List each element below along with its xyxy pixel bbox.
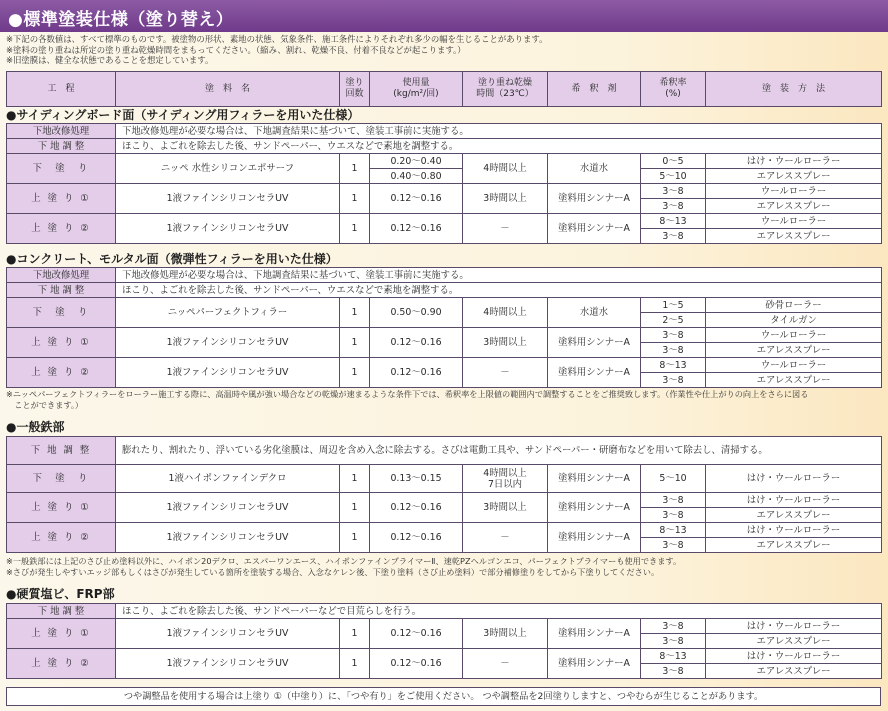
process-label: 下 塗 り: [7, 154, 116, 184]
method: タイルガン: [706, 313, 882, 328]
usage: 0.12〜0.16: [370, 493, 463, 523]
thinner: 塗料用シンナーA: [548, 523, 641, 553]
usage: 0.12〜0.16: [370, 214, 463, 244]
process-label: 下 地 調 整: [7, 604, 116, 619]
ratio: 5〜10: [641, 169, 706, 184]
process-text: ほこり、よごれを除去した後、サンドペーパー、ウエスなどで素地を調整する。: [116, 139, 882, 154]
usage: 0.12〜0.16: [370, 358, 463, 388]
process-label: 下地改修処理: [7, 124, 116, 139]
thinner: 塗料用シンナーA: [548, 358, 641, 388]
coats: 1: [340, 328, 370, 358]
spec-table-siding: [6, 123, 882, 244]
note-line: ※旧塗膜は、健全な状態であることを想定しています。: [6, 55, 214, 65]
dry-time: 3時間以上: [463, 619, 548, 649]
process-label: 下 地 調 整: [7, 437, 116, 465]
ratio: 8〜13: [641, 523, 706, 538]
method: ウールローラー: [706, 358, 882, 373]
ratio: 8〜13: [641, 649, 706, 664]
process-label: 上 塗 り ②: [7, 523, 116, 553]
section-heading: ●サイディングボード面（サイディング用フィラーを用いた仕様）: [6, 108, 360, 122]
process-label: 上 塗 り ①: [7, 328, 116, 358]
paint-name: 1液ファインシリコンセラUV: [116, 523, 340, 553]
ratio: 0〜5: [641, 154, 706, 169]
final-note: つや調整品を使用する場合は上塗り ①（中塗り）に、「つや有り」をご使用ください。 つや調整品を2回塗りしますと、つやむらが生じることがあります。: [6, 687, 881, 706]
ratio: 3〜8: [641, 229, 706, 244]
paint-name: 1液ファインシリコンセラUV: [116, 619, 340, 649]
ratio: 1〜5: [641, 298, 706, 313]
ratio: 5〜10: [641, 465, 706, 493]
process-label: 上 塗 り ②: [7, 649, 116, 679]
note-line: ※下記の各数値は、すべて標準のものです。被塗物の形状、素地の状態、気象条件、施工条件によりそれぞれ多少の幅を生じることがあります。: [6, 34, 548, 44]
footnote-line: ※さびが発生しやすいエッジ部もしくはさびが発生している箇所を塗装する場合、入念なケレン後、下塗り塗料（さび止め塗料）で部分補修塗りをしてから下塗りしてください。: [6, 566, 660, 577]
coats: 1: [340, 649, 370, 679]
method: エアレススプレー: [706, 538, 882, 553]
process-label: 下 地 調 整: [7, 283, 116, 298]
ratio: 3〜8: [641, 328, 706, 343]
header-table: [6, 71, 882, 107]
process-text: 膨れたり、割れたり、浮いている劣化塗膜は、周辺を含め入念に除去する。さびは電動工具や、サンドペーパー・研磨布などを用いて除去し、清掃する。: [116, 437, 882, 465]
process-label: 上 塗 り ②: [7, 214, 116, 244]
process-label: 上 塗 り ②: [7, 358, 116, 388]
thinner: 水道水: [548, 298, 641, 328]
method: エアレススプレー: [706, 664, 882, 679]
process-text: 下地改修処理が必要な場合は、下地調査結果に基づいて、塗装工事前に実施する。: [116, 268, 882, 283]
coats: 1: [340, 493, 370, 523]
thinner: 塗料用シンナーA: [548, 465, 641, 493]
ratio: 2〜5: [641, 313, 706, 328]
paint-name: 1液ファインシリコンセラUV: [116, 493, 340, 523]
process-text: ほこり、よごれを除去した後、サンドペーパー、ウエスなどで素地を調整する。: [116, 283, 882, 298]
coats: 1: [340, 154, 370, 184]
ratio: 3〜8: [641, 508, 706, 523]
dry-time: －: [463, 649, 548, 679]
usage: 0.12〜0.16: [370, 619, 463, 649]
ratio: 3〜8: [641, 199, 706, 214]
ratio: 3〜8: [641, 343, 706, 358]
usage: 0.20〜0.40: [370, 154, 463, 169]
header-paint: 塗 料 名: [116, 72, 340, 107]
coats: 1: [340, 298, 370, 328]
thinner: 塗料用シンナーA: [548, 184, 641, 214]
ratio: 3〜8: [641, 634, 706, 649]
footnote: [6, 389, 808, 410]
method: 砂骨ローラー: [706, 298, 882, 313]
ratio: 8〜13: [641, 214, 706, 229]
paint-name: 1液ファインシリコンセラUV: [116, 649, 340, 679]
coats: 1: [340, 184, 370, 214]
usage: 0.40〜0.80: [370, 169, 463, 184]
section-heading: ●コンクリート、モルタル面（微弾性フィラーを用いた仕様）: [6, 252, 338, 266]
process-text: 下地改修処理が必要な場合は、下地調査結果に基づいて、塗装工事前に実施する。: [116, 124, 882, 139]
footnote-line: ※一般鉄部には上記のさび止め塗料以外に、ハイポン20デクロ、エスパーワンエース、ハイポンファインプライマーⅡ、速乾PZヘルゴンエコ、パーフェクトプライマーも使用できます。: [6, 556, 682, 566]
section-heading: ●硬質塩ビ、FRP部: [6, 587, 115, 601]
thinner: 塗料用シンナーA: [548, 619, 641, 649]
usage: 0.50〜0.90: [370, 298, 463, 328]
process-label: 上 塗 り ①: [7, 619, 116, 649]
paint-name: 1液ファインシリコンセラUV: [116, 358, 340, 388]
paint-name: 1液ハイポンファインデクロ: [116, 465, 340, 493]
process-text: ほこり、よごれを除去した後、サンドペーパーなどで目荒らしを行う。: [116, 604, 882, 619]
method: エアレススプレー: [706, 373, 882, 388]
paint-name: 1液ファインシリコンセラUV: [116, 184, 340, 214]
section-heading: ●一般鉄部: [6, 420, 65, 434]
dry-time: 3時間以上: [463, 493, 548, 523]
method: エアレススプレー: [706, 634, 882, 649]
paint-name: ニッペパーフェクトフィラー: [116, 298, 340, 328]
footnote-line: ことができます。）: [6, 399, 84, 410]
dry-time: 4時間以上: [463, 154, 548, 184]
process-label: 上 塗 り ①: [7, 184, 116, 214]
usage: 0.12〜0.16: [370, 184, 463, 214]
header-method: 塗 装 方 法: [706, 72, 882, 107]
ratio: 3〜8: [641, 493, 706, 508]
dry-time: 3時間以上: [463, 328, 548, 358]
dry-time: 3時間以上: [463, 184, 548, 214]
spec-table-steel: [6, 436, 882, 553]
coats: 1: [340, 619, 370, 649]
process-label: 下地改修処理: [7, 268, 116, 283]
thinner: 塗料用シンナーA: [548, 328, 641, 358]
coats: 1: [340, 465, 370, 493]
method: はけ・ウールローラー: [706, 493, 882, 508]
method: はけ・ウールローラー: [706, 649, 882, 664]
method: エアレススプレー: [706, 343, 882, 358]
header-dry: 塗り重ね乾燥 時間（23℃）: [463, 72, 548, 107]
thinner: 塗料用シンナーA: [548, 493, 641, 523]
method: エアレススプレー: [706, 199, 882, 214]
coats: 1: [340, 358, 370, 388]
title-bar: [0, 0, 888, 32]
paint-name: ニッペ 水性シリコンエポサーフ: [116, 154, 340, 184]
thinner: 水道水: [548, 154, 641, 184]
header-thinner: 希 釈 剤: [548, 72, 641, 107]
thinner: 塗料用シンナーA: [548, 649, 641, 679]
ratio: 3〜8: [641, 664, 706, 679]
method: ウールローラー: [706, 214, 882, 229]
ratio: 3〜8: [641, 619, 706, 634]
thinner: 塗料用シンナーA: [548, 214, 641, 244]
method: ウールローラー: [706, 184, 882, 199]
method: はけ・ウールローラー: [706, 523, 882, 538]
usage: 0.12〜0.16: [370, 328, 463, 358]
process-label: 上 塗 り ①: [7, 493, 116, 523]
header-process: 工 程: [7, 72, 116, 107]
usage: 0.12〜0.16: [370, 523, 463, 553]
method: はけ・ウールローラー: [706, 154, 882, 169]
paint-name: 1液ファインシリコンセラUV: [116, 328, 340, 358]
coats: 1: [340, 214, 370, 244]
paint-name: 1液ファインシリコンセラUV: [116, 214, 340, 244]
dry-time: 4時間以上: [463, 298, 548, 328]
header-usage: 使用量 (kg/m²/回): [370, 72, 463, 107]
method: はけ・ウールローラー: [706, 619, 882, 634]
usage: 0.13〜0.15: [370, 465, 463, 493]
spec-table-concrete: [6, 267, 882, 388]
method: ウールローラー: [706, 328, 882, 343]
ratio: 3〜8: [641, 184, 706, 199]
note-line: ※塗料の塗り重ねは所定の塗り重ね乾燥時間をまもってください。（縮み、割れ、乾燥不良、付着不良などが起こります。）: [6, 44, 466, 55]
dry-time: －: [463, 523, 548, 553]
process-label: 下 地 調 整: [7, 139, 116, 154]
ratio: 8〜13: [641, 358, 706, 373]
ratio: 3〜8: [641, 373, 706, 388]
footnote: [6, 556, 681, 577]
dry-time-line: 4時間以上: [483, 467, 527, 479]
dry-time: －: [463, 358, 548, 388]
method: エアレススプレー: [706, 508, 882, 523]
dry-time-line: 7日以内: [487, 478, 523, 490]
method: はけ・ウールローラー: [706, 465, 882, 493]
process-label: 下 塗 り: [7, 298, 116, 328]
dry-time: －: [463, 214, 548, 244]
page-title: ●標準塗装仕様（塗り替え）: [8, 10, 234, 30]
ratio: 3〜8: [641, 538, 706, 553]
general-notes: [6, 34, 548, 66]
footnote-line: ※ニッペパーフェクトフィラーをローラー施工する際に、高温時や風が強い場合などの乾燥が速まるような条件下では、希釈率を上限値の範囲内で調整することをご推奨致します。（作業性や仕上がりの向上をさらに図る: [6, 389, 809, 399]
header-ratio: 希釈率 (%): [641, 72, 706, 107]
coats: 1: [340, 523, 370, 553]
spec-table-pvc: [6, 603, 882, 679]
method: エアレススプレー: [706, 169, 882, 184]
header-coats: 塗り 回数: [340, 72, 370, 107]
dry-time: [463, 465, 548, 493]
usage: 0.12〜0.16: [370, 649, 463, 679]
method: エアレススプレー: [706, 229, 882, 244]
process-label: 下 塗 り: [7, 465, 116, 493]
